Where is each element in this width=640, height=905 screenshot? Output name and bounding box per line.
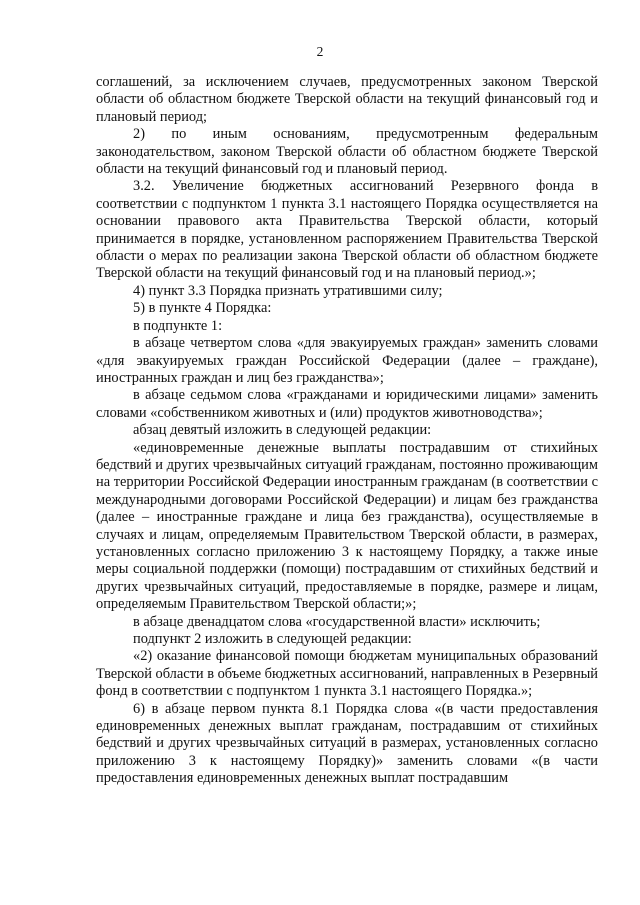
paragraph: в абзаце седьмом слова «гражданами и юридическими лицами» заменить словами «собственником животных и (или) продуктов животноводства»;	[96, 387, 598, 421]
paragraph: 4) пункт 3.3 Порядка признать утратившими силу;	[133, 282, 443, 299]
paragraph: 5) в пункте 4 Порядка:	[133, 300, 272, 317]
paragraph: в подпункте 1:	[133, 317, 223, 334]
paragraph: в абзаце четвертом слова «для эвакуируемых граждан» заменить словами «для эвакуируемых граждан Российской Федерации (далее – граждане), иностранных граждан и лиц без гражданства»;	[96, 335, 598, 386]
page-number: 2	[316, 44, 324, 59]
paragraph: «единовременные денежные выплаты пострадавшим от стихийных бедствий и других чрезвычайных ситуаций гражданам, постоянно проживающим на территории Российской Федерации иностранным гражданам (в соответствии с международными договорами Российской Федерации) и лицам без гражданства (далее – иностранные граждане и лица без гражданства), осуществляемые в случаях и лицам, определяемым Правительством Тверской области, в размерах, установленных согласно приложению 3 к настоящему Порядку, а также иные меры социальной поддержки (помощи) пострадавшим от стихийных бедствий и других чрезвычайных ситуаций, предоставляемые в порядке, размере и лицам, определяемым Правительством Тверской области;»;	[96, 439, 598, 613]
paragraph: соглашений, за исключением случаев, предусмотренных законом Тверской области об областном бюджете Тверской области на текущий финансовый год и плановый период;	[96, 74, 598, 125]
document-body	[96, 74, 598, 788]
paragraph: 6) в абзаце первом пункта 8.1 Порядка слова «(в части предоставления единовременных денежных выплат гражданам, пострадавшим от стихийных бедствий и других чрезвычайных ситуаций в размерах, установленных согласно приложению 3 к настоящему Порядку)» заменить словами «(в части предоставления единовременных денежных выплат пострадавшим	[96, 700, 598, 787]
paragraph: абзац девятый изложить в следующей редакции:	[133, 422, 432, 439]
paragraph: 3.2. Увеличение бюджетных ассигнований Резервного фонда в соответствии с подпунктом 1 пункта 3.1 настоящего Порядка осуществляется на основании правового акта Правительства Тверской области, который принимается в порядке, установленном распоряжением Правительства Тверской области о мерах по реализации закона Тверской области об областном бюджете Тверской области на текущий финансовый год и на плановый период.»;	[96, 178, 598, 282]
paragraph: подпункт 2 изложить в следующей редакции:	[133, 631, 412, 647]
paragraph: 2) по иным основаниям, предусмотренным федеральным законодательством, законом Тверской области об областном бюджете Тверской области на текущий финансовый год и плановый период.	[96, 126, 598, 178]
paragraph: в абзаце двенадцатом слова «государственной власти» исключить;	[133, 613, 541, 630]
paragraph: «2) оказание финансовой помощи бюджетам муниципальных образований Тверской области в объеме бюджетных ассигнований, направленных в Резервный фонд в соответствии с подпунктом 1 пункта 3.1 настоящего Порядка.»;	[96, 648, 599, 700]
